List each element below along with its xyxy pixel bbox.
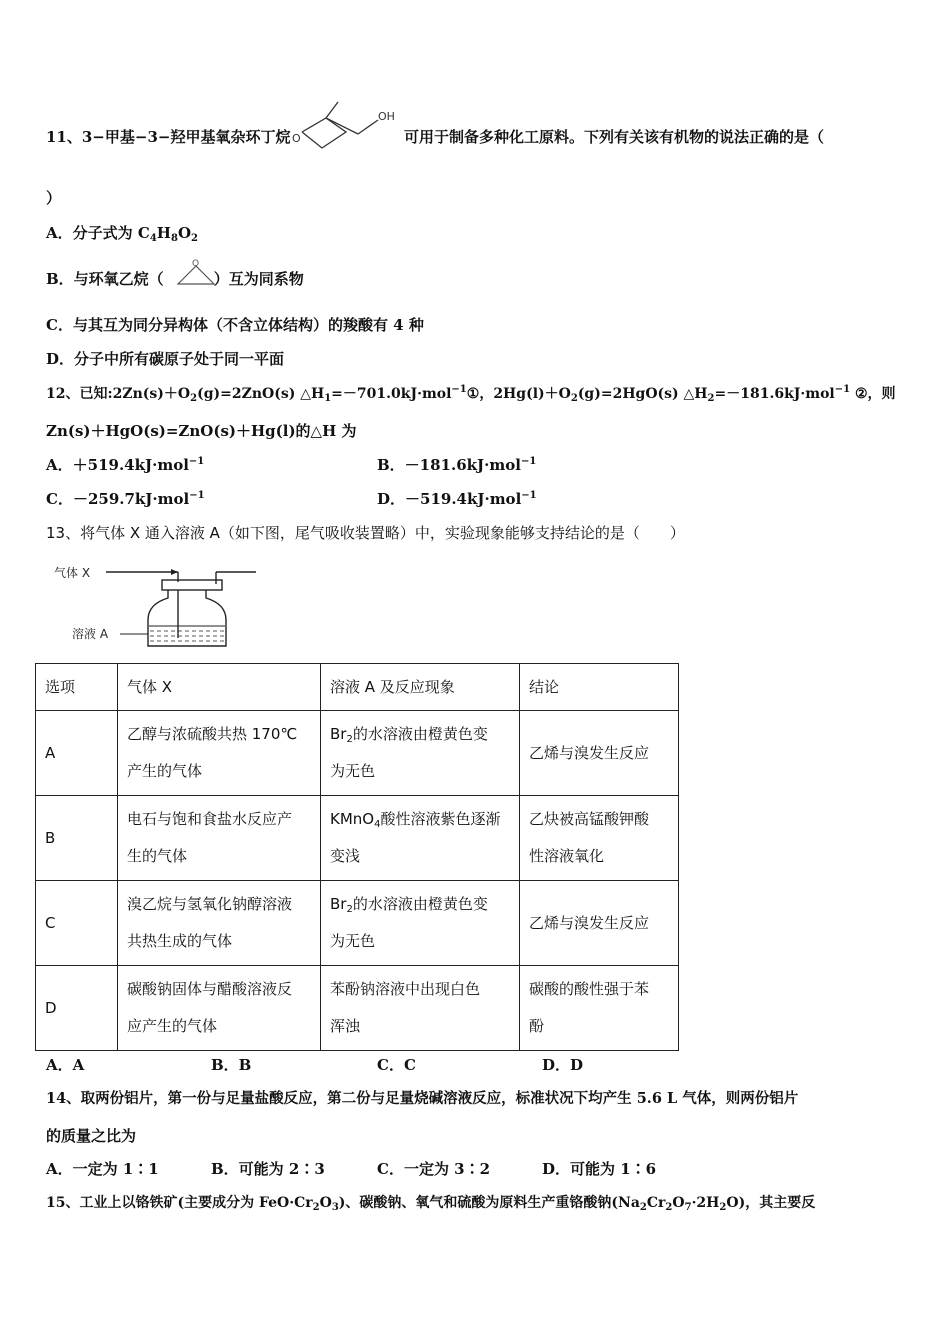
row-conclusion: 乙烯与溴发生反应 <box>520 881 679 966</box>
header-solution: 溶液 A 及反应现象 <box>321 664 520 711</box>
row-option: D <box>36 966 118 1051</box>
q13-option-c: C．C <box>377 1056 416 1074</box>
q14-stem: 14、取两份铝片，第一份与足量盐酸反应，第二份与足量烧碱溶液反应，标准状况下均产生 5.6 L 气体，则两份铝片 <box>46 1090 799 1107</box>
experiment-table <box>35 663 679 1051</box>
q14-option-a: A．一定为 1∶1 <box>46 1160 159 1178</box>
structure-o-label: O <box>292 132 301 145</box>
q14-option-b: B．可能为 2∶3 <box>211 1160 325 1178</box>
header-option: 选项 <box>36 664 118 711</box>
row-solution: $Br_2$的水溶液由橙黄色变 为无色 <box>321 711 520 796</box>
q12-option-d: D．－519.4kJ·mol$^{-1}$ <box>377 490 537 508</box>
row-gas: 电石与饱和食盐水反应产 生的气体 <box>118 796 321 881</box>
header-conclusion: 结论 <box>520 664 679 711</box>
q11-option-a: A．分子式为 $C_4H_8O_2$ <box>46 224 198 244</box>
header-gas: 气体 X <box>118 664 321 711</box>
row-option: A <box>36 711 118 796</box>
ring-o-label: O <box>192 259 200 269</box>
table-row <box>36 796 679 881</box>
table-row <box>36 711 679 796</box>
row-option: C <box>36 881 118 966</box>
q11-option-d: D．分子中所有碳原子处于同一平面 <box>46 350 285 368</box>
row-option: B <box>36 796 118 881</box>
row-gas: 溴乙烷与氢氧化钠醇溶液 共热生成的气体 <box>118 881 321 966</box>
oxetane-structure-image <box>292 100 402 160</box>
row-conclusion: 乙烯与溴发生反应 <box>520 711 679 796</box>
row-gas: 乙醇与浓硫酸共热 170℃ 产生的气体 <box>118 711 321 796</box>
structure-oh-label: OH <box>378 110 395 123</box>
row-solution: 苯酚钠溶液中出现白色 浑浊 <box>321 966 520 1051</box>
q11-option-b: B．与环氧乙烷（ ）互为同系物 <box>46 270 304 288</box>
q13-option-a: A．A <box>46 1056 85 1074</box>
q11-closing: ） <box>46 189 62 207</box>
q12-option-b: B．－181.6kJ·mol$^{-1}$ <box>377 456 537 474</box>
row-conclusion: 碳酸的酸性强于苯 酚 <box>520 966 679 1051</box>
solution-a-label: 溶液 A <box>72 627 109 641</box>
q14-option-c: C．一定为 3∶2 <box>377 1160 491 1178</box>
q13-option-b: B．B <box>211 1056 252 1074</box>
q12-stem: 12、已知$:2Zn(s)+O_2(g)=2ZnO(s)$ $\triangle H_1=-701.0kJ\cdot mol^{-1}①$，$2Hg(l)+O_2(g)=2HgO(s)$ $\triangle H_2=-181.6kJ\cdot mol^{-1}$ ②，则 <box>46 384 896 404</box>
q14-stem-line2: 的质量之比为 <box>46 1127 137 1145</box>
gas-bottle-apparatus-image <box>50 560 230 650</box>
q13-stem: 13、将气体 X 通入溶液 A（如下图，尾气吸收装置略）中，实验现象能够支持结论的是（ ） <box>46 524 685 542</box>
q12-stem-line2: Zn(s)＋HgO(s)=ZnO(s)＋Hg(l)的△H 为 <box>46 422 357 440</box>
q11-option-c: C．与其互为同分异构体（不含立体结构）的羧酸有 4 种 <box>46 316 424 334</box>
q14-option-d: D．可能为 1∶6 <box>542 1160 657 1178</box>
q13-option-d: D．D <box>542 1056 584 1074</box>
table-header-row <box>36 664 679 711</box>
q12-option-a: A．＋519.4kJ·mol$^{-1}$ <box>46 456 205 474</box>
q11-stem: 11、3−甲基−3−羟甲基氧杂环丁烷 <box>46 128 291 146</box>
row-solution: $Br_2$的水溶液由橙黄色变 为无色 <box>321 881 520 966</box>
table-row <box>36 881 679 966</box>
ethylene-oxide-image <box>174 258 218 288</box>
row-conclusion: 乙炔被高锰酸钾酸 性溶液氧化 <box>520 796 679 881</box>
gas-x-label: 气体 X <box>54 566 91 580</box>
row-gas: 碳酸钠固体与醋酸溶液反 应产生的气体 <box>118 966 321 1051</box>
table-row <box>36 966 679 1051</box>
q11-stem-continued: 可用于制备多种化工原料。下列有关该有机物的说法正确的是（ <box>404 128 825 146</box>
row-solution: KMnO$_4$酸性溶液紫色逐渐 变浅 <box>321 796 520 881</box>
q15-stem: 15、工业上以铬铁矿(主要成分为 $FeO\cdot Cr_2O_3$)、碳酸钠、氧气和硫酸为原料生产重铬酸钠$(Na_2Cr_2O_7\cdot 2H_2O)$，其主要反 <box>46 1195 816 1213</box>
q12-option-c: C．－259.7kJ·mol$^{-1}$ <box>46 490 205 508</box>
